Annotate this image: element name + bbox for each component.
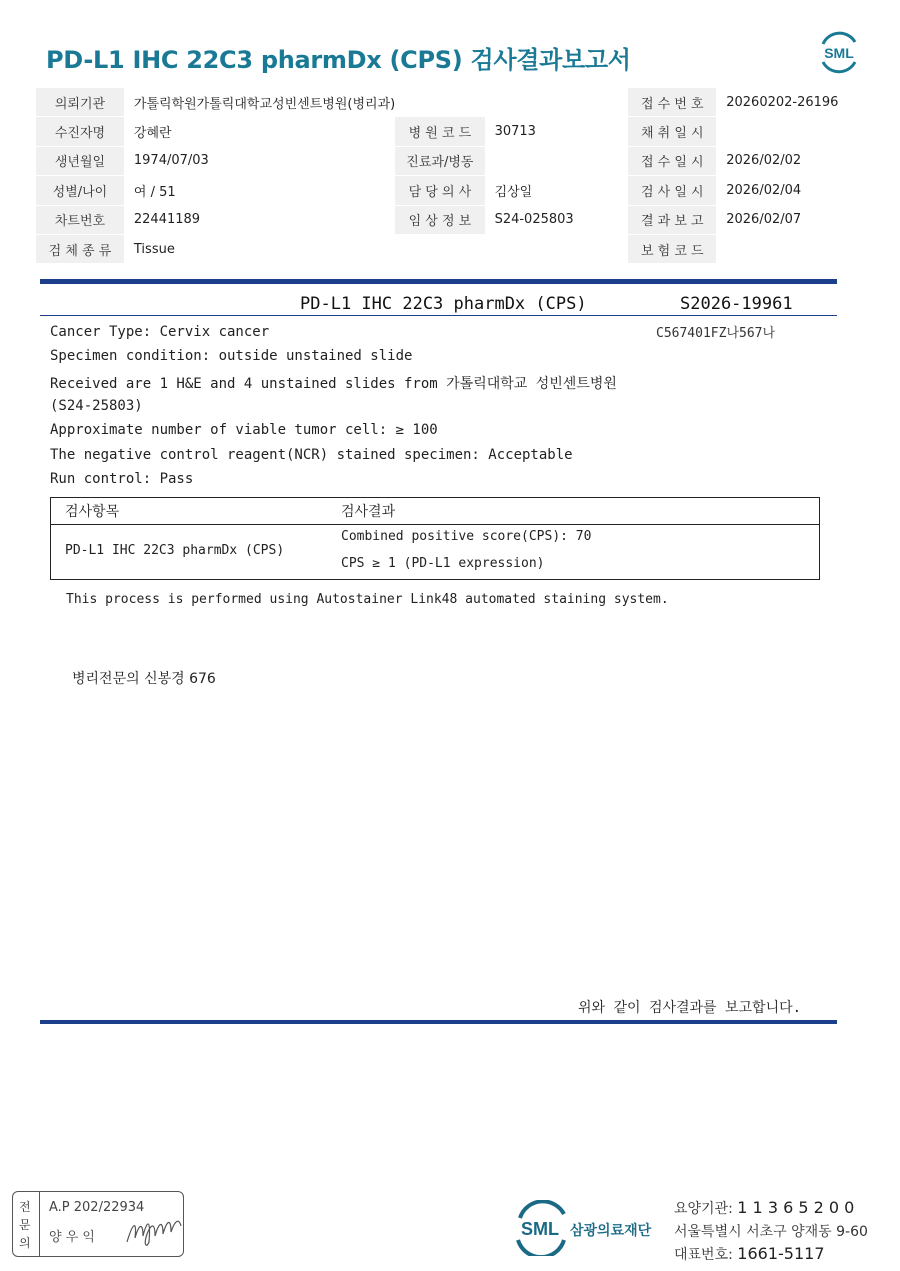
info-label: 생년월일: [36, 146, 124, 175]
header-underline: [40, 315, 837, 316]
case-number-line: (S24-25803): [50, 398, 143, 414]
col-result-header: 검사결과: [341, 504, 396, 520]
stamp-side-char: 의: [19, 1236, 31, 1250]
info-label: 검 체 종 류: [36, 234, 124, 263]
address: 서울특별시 서초구 양재동 9-60: [674, 1224, 868, 1240]
pathologist-stamp: [12, 1191, 184, 1257]
sml-footer-logo-text: SML: [521, 1219, 559, 1239]
stamp-side-char: 문: [19, 1218, 31, 1232]
phone-label: 대표번호:: [674, 1247, 733, 1263]
info-value: 30713: [485, 117, 629, 146]
info-value: 가톨릭학원가톨릭대학교성빈센트병원(병리과): [124, 88, 395, 117]
info-row: [36, 205, 864, 234]
info-row: [36, 176, 864, 205]
stamp-side-column: [13, 1192, 40, 1256]
result-table-header: [51, 498, 819, 525]
info-row: [36, 88, 864, 117]
info-label: 수진자명: [36, 117, 124, 146]
ncr-line: The negative control reagent(NCR) stained specimen: Acceptable: [50, 447, 573, 463]
cps-interpretation: CPS ≥ 1 (PD-L1 expression): [341, 556, 545, 571]
info-value: [716, 117, 864, 146]
closing-statement: 위와 같이 검사결과를 보고합니다.: [578, 1000, 802, 1016]
top-divider-bar: [40, 279, 837, 284]
sml-logo-text: SML: [824, 45, 854, 61]
info-value: 1974/07/03: [124, 146, 395, 175]
info-label: 성별/나이: [36, 176, 124, 205]
info-value: 22441189: [124, 205, 395, 234]
signature-icon: [125, 1212, 183, 1250]
received-line: Received are 1 H&E and 4 unstained slides from 가톨릭대학교 성빈센트병원: [50, 376, 617, 392]
info-row: [36, 234, 864, 263]
report-title: PD-L1 IHC 22C3 pharmDx (CPS) 검사결과보고서: [46, 46, 631, 74]
info-label: 채 취 일 시: [628, 117, 716, 146]
stamp-name: 양 우 익: [49, 1230, 95, 1245]
info-label: 결 과 보 고: [628, 205, 716, 234]
info-label: 임 상 정 보: [395, 205, 484, 234]
pathologist-line: 병리전문의 신봉경 676: [72, 671, 216, 687]
info-label: 병 원 코 드: [395, 117, 484, 146]
info-value: 2026/02/07: [716, 205, 864, 234]
info-value: [485, 234, 629, 263]
info-value: [485, 146, 629, 175]
info-value: 강혜란: [124, 117, 395, 146]
institution-code: [674, 1198, 854, 1218]
bottom-divider-bar: [40, 1020, 837, 1024]
info-value: 여 / 51: [124, 176, 395, 205]
info-value: [716, 234, 864, 263]
info-row: [36, 146, 864, 175]
institution-code-value: 1 1 3 6 5 2 0 0: [737, 1198, 855, 1217]
cps-score: Combined positive score(CPS): 70: [341, 529, 592, 544]
info-label: 의뢰기관: [36, 88, 124, 117]
stamp-ap-number: A.P 202/22934: [49, 1200, 145, 1215]
col-item-header: 검사항목: [65, 504, 120, 520]
info-value: 2026/02/04: [716, 176, 864, 205]
info-label: [395, 234, 484, 263]
phone: [674, 1244, 825, 1264]
info-value: 2026/02/02: [716, 146, 864, 175]
report-test-name: PD-L1 IHC 22C3 pharmDx (CPS): [300, 294, 587, 314]
info-value: 김상일: [485, 176, 629, 205]
stamp-side-char: 전: [19, 1200, 31, 1214]
sml-footer-logo-icon: [510, 1200, 572, 1256]
tumor-cell-line: Approximate number of viable tumor cell: ≥ 100: [50, 422, 438, 438]
info-value: 20260202-26196: [716, 88, 864, 117]
org-name: 삼광의료재단: [570, 1223, 652, 1239]
info-label: 담 당 의 사: [395, 176, 484, 205]
info-row: [36, 117, 864, 146]
report-number: S2026-19961: [680, 294, 793, 314]
info-value: [485, 88, 629, 117]
cancer-type-line: Cancer Type: Cervix cancer: [50, 324, 270, 340]
process-note: This process is performed using Autostainer Link48 automated staining system.: [66, 592, 669, 607]
info-label: 진료과/병동: [395, 146, 484, 175]
info-label: 검 사 일 시: [628, 176, 716, 205]
info-value: Tissue: [124, 234, 395, 263]
result-table: [50, 497, 820, 580]
info-label: [395, 88, 484, 117]
info-label: 차트번호: [36, 205, 124, 234]
institution-code-label: 요양기관:: [674, 1201, 733, 1217]
info-label: 접 수 일 시: [628, 146, 716, 175]
patient-info-table: [36, 88, 864, 264]
run-control-line: Run control: Pass: [50, 471, 194, 487]
sml-logo-icon: [817, 30, 861, 74]
info-label: 접 수 번 호: [628, 88, 716, 117]
report-code: C567401FZ나567나: [656, 326, 776, 341]
info-label: 보 험 코 드: [628, 234, 716, 263]
specimen-condition-line: Specimen condition: outside unstained slide: [50, 348, 413, 364]
phone-value: 1661-5117: [737, 1244, 825, 1263]
info-value: S24-025803: [485, 205, 629, 234]
result-item: PD-L1 IHC 22C3 pharmDx (CPS): [65, 543, 285, 558]
